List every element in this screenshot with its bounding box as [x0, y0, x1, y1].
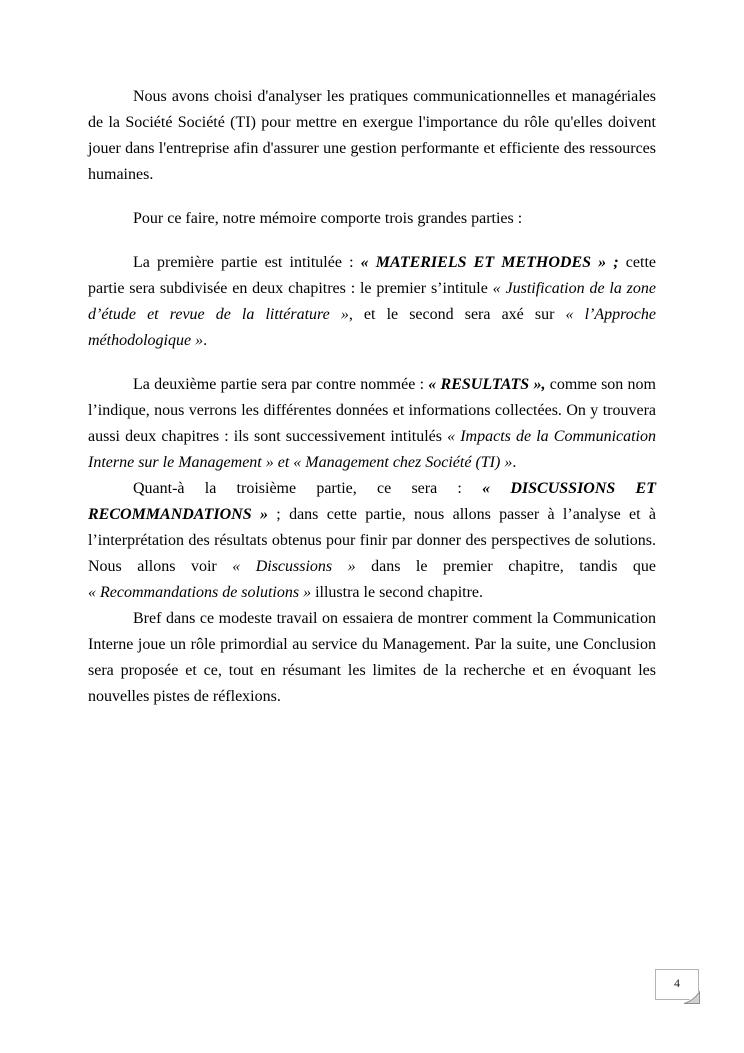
- text-run: Nous avons choisi d'analyser les pratiques communicationnelles et managériales de la Société Société (TI) pour mettre en exergue l'importance du rôle qu'elles doivent jouer dans l'entreprise afin d'assurer une gestion performante et efficiente des ressources humaines.: [88, 88, 656, 183]
- text-run: « Discussions »: [232, 558, 356, 575]
- page-number-box: [655, 969, 699, 1000]
- text-run: « Impacts de la Communication Interne sur le Management » et « Management chez Société (TI) »: [88, 428, 656, 471]
- text-run: « RESULTATS »,: [428, 376, 550, 393]
- text-run: ; dans cette partie, nous allons passer à l’analyse et à l’interprétation des résultats obtenus pour finir par donner des perspectives de solutions. Nous allons voir: [88, 506, 656, 575]
- text-run: dans le premier chapitre, tandis que: [355, 558, 656, 575]
- paragraph: [88, 250, 656, 354]
- text-run: Pour ce faire, notre mémoire comporte trois grandes parties :: [133, 210, 523, 227]
- paragraph: [88, 606, 656, 710]
- document-body: [88, 84, 656, 710]
- text-run: .: [203, 332, 208, 349]
- text-run: Bref dans ce modeste travail on essaiera de montrer comment la Communication Interne joue un rôle primordial au service du Management. Par la suite, une Conclusion sera proposée et ce, tout en résumant les limites de la recherche et en évoquant les nouvelles pistes de réflexions.: [88, 610, 656, 705]
- text-run: , et le second sera axé sur: [348, 306, 566, 323]
- text-run: illustra le second chapitre.: [311, 584, 484, 601]
- text-run: comme son nom l’indique, nous verrons les différentes données et informations collectées. On y trouvera aussi deux chapitres : ils sont successivement intitulés: [88, 376, 657, 445]
- text-run: cette partie sera subdivisée en deux chapitres : le premier s’intitule: [88, 254, 656, 297]
- paragraph: [88, 476, 656, 606]
- text-run: « DISCUSSIONS ET RECOMMANDATIONS »: [88, 480, 656, 523]
- text-run: La première partie est intitulée :: [133, 254, 361, 271]
- paragraph: [88, 372, 656, 476]
- text-run: « MATERIELS ET METHODES » ;: [360, 254, 626, 271]
- page-number: 4: [674, 976, 680, 990]
- text-run: .: [512, 454, 517, 471]
- paragraph: [88, 84, 656, 188]
- text-run: La deuxième partie sera par contre nommée :: [133, 376, 429, 393]
- text-run: « Recommandations de solutions »: [88, 584, 312, 601]
- text-run: « Justification de la zone d’étude et revue de la littérature »: [88, 280, 656, 323]
- text-run: Quant-à la troisième partie, ce sera :: [133, 480, 483, 497]
- paragraph: [88, 206, 656, 232]
- page-curl-icon: [681, 988, 703, 1006]
- text-run: « l’Approche méthodologique »: [88, 306, 656, 349]
